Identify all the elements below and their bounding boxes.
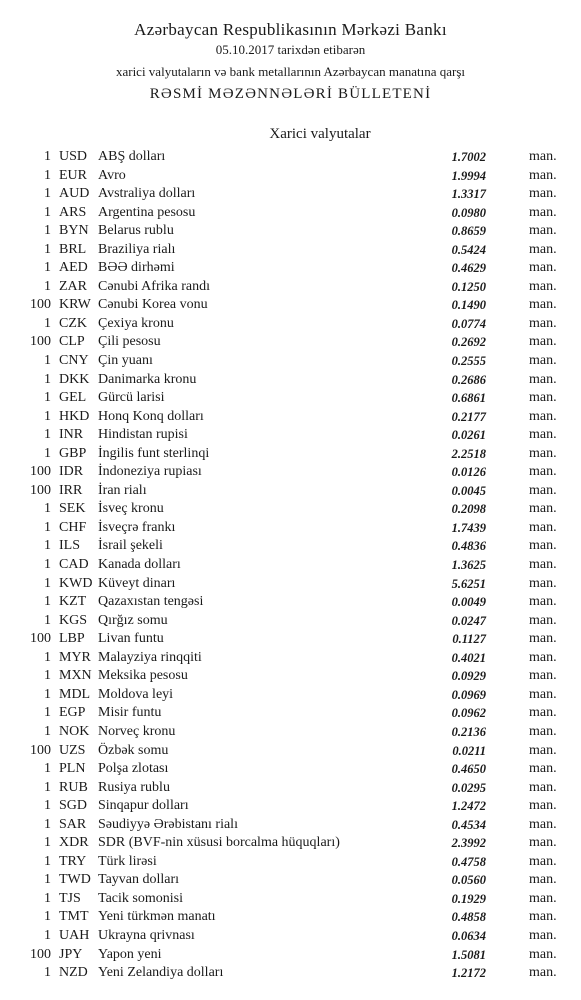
currency-row xyxy=(0,426,581,445)
currency-name: Yeni türkmən manatı xyxy=(98,909,216,925)
currency-quantity: 1 xyxy=(44,668,51,684)
exchange-rate: 0.0774 xyxy=(451,316,486,331)
currency-row xyxy=(0,222,581,241)
currency-rate-list xyxy=(0,148,581,983)
rate-unit: man. xyxy=(529,705,557,721)
currency-code: ILS xyxy=(59,538,80,554)
currency-name: İran rialı xyxy=(98,482,147,498)
currency-row xyxy=(0,742,581,761)
currency-quantity: 1 xyxy=(44,186,51,202)
currency-name: Kanada dolları xyxy=(98,557,181,573)
currency-name: SDR (BVF-nin xüsusi borcalma hüquqları) xyxy=(98,835,340,851)
exchange-rate: 0.6861 xyxy=(451,391,486,406)
currency-row xyxy=(0,389,581,408)
currency-name: Tayvan dolları xyxy=(98,872,180,888)
currency-row xyxy=(0,927,581,946)
currency-name: BƏƏ dirhəmi xyxy=(98,260,175,276)
exchange-rate: 0.2136 xyxy=(451,724,486,739)
rate-unit: man. xyxy=(529,575,557,591)
currency-name: Braziliya rialı xyxy=(98,241,176,257)
currency-name: İndoneziya rupiası xyxy=(98,464,202,480)
currency-name: Özbək somu xyxy=(98,742,169,758)
currency-quantity: 1 xyxy=(44,223,51,239)
rate-unit: man. xyxy=(529,965,557,981)
currency-name: İsrail şekeli xyxy=(98,538,163,554)
exchange-rate: 0.2555 xyxy=(451,354,486,369)
rate-unit: man. xyxy=(529,798,557,814)
rate-unit: man. xyxy=(529,149,557,164)
currency-quantity: 1 xyxy=(44,390,51,406)
currency-quantity: 1 xyxy=(44,965,51,981)
currency-name: Argentina pesosu xyxy=(98,204,196,220)
currency-quantity: 100 xyxy=(30,742,51,758)
currency-name: Norveç kronu xyxy=(98,723,176,739)
exchange-rate: 1.7439 xyxy=(451,520,486,535)
rate-unit: man. xyxy=(529,835,557,851)
currency-code: TRY xyxy=(59,853,87,869)
rate-unit: man. xyxy=(529,927,557,943)
currency-row xyxy=(0,482,581,501)
currency-quantity: 1 xyxy=(44,315,51,331)
currency-quantity: 1 xyxy=(44,519,51,535)
rate-unit: man. xyxy=(529,909,557,925)
currency-quantity: 1 xyxy=(44,501,51,517)
currency-code: EUR xyxy=(59,167,87,183)
currency-code: MDL xyxy=(59,686,91,702)
currency-quantity: 1 xyxy=(44,853,51,869)
currency-code: BRL xyxy=(59,241,87,257)
exchange-rate: 0.8659 xyxy=(451,224,486,239)
rate-unit: man. xyxy=(529,612,557,628)
currency-quantity: 1 xyxy=(44,427,51,443)
currency-quantity: 1 xyxy=(44,445,51,461)
exchange-rate: 0.2686 xyxy=(451,372,486,387)
currency-quantity: 1 xyxy=(44,575,51,591)
currency-code: KGS xyxy=(59,612,88,628)
exchange-rate: 0.4534 xyxy=(451,817,486,832)
rate-unit: man. xyxy=(529,723,557,739)
currency-code: SEK xyxy=(59,501,86,517)
currency-quantity: 1 xyxy=(44,649,51,665)
currency-code: PLN xyxy=(59,761,86,777)
rate-unit: man. xyxy=(529,519,557,535)
currency-name: Avro xyxy=(98,167,126,183)
rate-unit: man. xyxy=(529,186,557,202)
currency-row xyxy=(0,241,581,260)
rate-unit: man. xyxy=(529,853,557,869)
currency-name: Türk lirəsi xyxy=(98,853,157,869)
currency-code: USD xyxy=(59,149,88,164)
rate-unit: man. xyxy=(529,890,557,906)
currency-quantity: 1 xyxy=(44,872,51,888)
exchange-rate: 1.5081 xyxy=(451,947,486,962)
exchange-rate: 0.0295 xyxy=(451,780,486,795)
exchange-rate: 0.4021 xyxy=(451,650,486,665)
currency-code: TMT xyxy=(59,909,89,925)
exchange-rate: 0.4858 xyxy=(451,910,486,925)
exchange-rate: 0.0211 xyxy=(452,743,486,758)
exchange-rate: 0.0049 xyxy=(451,595,486,610)
currency-code: RUB xyxy=(59,779,88,795)
currency-code: CNY xyxy=(59,353,89,369)
currency-row xyxy=(0,964,581,983)
rate-unit: man. xyxy=(529,686,557,702)
currency-code: MYR xyxy=(59,649,91,665)
currency-quantity: 1 xyxy=(44,167,51,183)
rate-unit: man. xyxy=(529,334,557,350)
currency-row xyxy=(0,723,581,742)
currency-code: IDR xyxy=(59,464,84,480)
exchange-rate: 0.0126 xyxy=(451,465,486,480)
currency-row xyxy=(0,816,581,835)
section-title: Xarici valyutalar xyxy=(269,126,371,142)
currency-row xyxy=(0,296,581,315)
currency-name: Sinqapur dolları xyxy=(98,798,189,814)
currency-row xyxy=(0,148,581,167)
currency-row xyxy=(0,185,581,204)
currency-quantity: 1 xyxy=(44,149,51,164)
currency-name: İngilis funt sterlinqi xyxy=(98,445,210,461)
currency-quantity: 1 xyxy=(44,798,51,814)
currency-name: İsveç kronu xyxy=(98,501,164,517)
currency-code: KWD xyxy=(59,575,93,591)
currency-name: İsveçrə frankı xyxy=(98,519,176,535)
currency-name: Cənubi Afrika randı xyxy=(98,278,210,294)
currency-code: SAR xyxy=(59,816,87,832)
exchange-rate: 2.2518 xyxy=(451,446,486,461)
currency-name: Çin yuanı xyxy=(98,353,153,369)
currency-code: TWD xyxy=(59,872,91,888)
currency-name: Belarus rublu xyxy=(98,223,174,239)
currency-name: Yapon yeni xyxy=(98,946,162,962)
currency-row xyxy=(0,853,581,872)
currency-row xyxy=(0,167,581,186)
exchange-rate: 1.9994 xyxy=(451,168,486,183)
exchange-rate: 2.3992 xyxy=(451,836,486,851)
currency-quantity: 1 xyxy=(44,723,51,739)
currency-code: HKD xyxy=(59,408,90,424)
currency-quantity: 100 xyxy=(30,482,51,498)
currency-quantity: 1 xyxy=(44,686,51,702)
currency-code: UAH xyxy=(59,927,90,943)
currency-row xyxy=(0,463,581,482)
exchange-rate: 0.2692 xyxy=(451,335,486,350)
currency-name: Səudiyyə Ərəbistanı rialı xyxy=(98,816,238,832)
exchange-rate: 0.1929 xyxy=(451,891,486,906)
currency-row xyxy=(0,259,581,278)
currency-row xyxy=(0,315,581,334)
rate-unit: man. xyxy=(529,816,557,832)
currency-name: Misir funtu xyxy=(98,705,162,721)
rate-unit: man. xyxy=(529,631,557,647)
exchange-rate: 1.3317 xyxy=(451,187,486,202)
currency-name: Livan funtu xyxy=(98,631,164,647)
rate-unit: man. xyxy=(529,353,557,369)
currency-code: AUD xyxy=(59,186,90,202)
currency-row xyxy=(0,278,581,297)
rate-unit: man. xyxy=(529,241,557,257)
currency-name: Yeni Zelandiya dolları xyxy=(98,965,224,981)
exchange-rate: 0.2098 xyxy=(451,502,486,517)
currency-name: Honq Konq dolları xyxy=(98,408,204,424)
exchange-rate: 0.1490 xyxy=(451,298,486,313)
currency-row xyxy=(0,797,581,816)
currency-code: GBP xyxy=(59,445,87,461)
currency-row xyxy=(0,630,581,649)
currency-code: UZS xyxy=(59,742,86,758)
currency-row xyxy=(0,946,581,965)
currency-name: Meksika pesosu xyxy=(98,668,188,684)
currency-quantity: 1 xyxy=(44,779,51,795)
currency-quantity: 1 xyxy=(44,278,51,294)
currency-quantity: 100 xyxy=(30,334,51,350)
currency-row xyxy=(0,704,581,723)
rate-unit: man. xyxy=(529,371,557,387)
currency-code: DKK xyxy=(59,371,90,387)
currency-quantity: 1 xyxy=(44,705,51,721)
currency-row xyxy=(0,871,581,890)
currency-code: CHF xyxy=(59,519,87,535)
exchange-rate: 0.0045 xyxy=(451,483,486,498)
rate-unit: man. xyxy=(529,761,557,777)
exchange-rate: 0.0969 xyxy=(451,687,486,702)
currency-row xyxy=(0,371,581,390)
exchange-rate: 1.2472 xyxy=(451,799,486,814)
currency-row xyxy=(0,352,581,371)
currency-name: Ukrayna qrivnası xyxy=(98,927,195,943)
currency-code: CAD xyxy=(59,557,89,573)
currency-name: Küveyt dinarı xyxy=(98,575,176,591)
rate-unit: man. xyxy=(529,779,557,795)
rate-unit: man. xyxy=(529,464,557,480)
currency-row xyxy=(0,760,581,779)
currency-row xyxy=(0,445,581,464)
exchange-rate: 0.1250 xyxy=(451,279,486,294)
currency-quantity: 1 xyxy=(44,612,51,628)
currency-code: NZD xyxy=(59,965,88,981)
currency-quantity: 100 xyxy=(30,464,51,480)
currency-code: TJS xyxy=(59,890,81,906)
rate-unit: man. xyxy=(529,427,557,443)
currency-quantity: 100 xyxy=(30,946,51,962)
rate-unit: man. xyxy=(529,594,557,610)
currency-row xyxy=(0,519,581,538)
currency-code: BYN xyxy=(59,223,89,239)
rate-unit: man. xyxy=(529,872,557,888)
rate-unit: man. xyxy=(529,445,557,461)
currency-quantity: 1 xyxy=(44,835,51,851)
currency-name: Tacik somonisi xyxy=(98,890,183,906)
exchange-rate: 0.0261 xyxy=(451,428,486,443)
exchange-rate: 0.0929 xyxy=(451,669,486,684)
currency-quantity: 1 xyxy=(44,260,51,276)
currency-row xyxy=(0,593,581,612)
currency-row xyxy=(0,686,581,705)
bank-name: Azərbaycan Respublikasının Mərkəzi Bankı xyxy=(134,20,447,39)
effective-date: 05.10.2017 tarixdən etibarən xyxy=(215,42,366,57)
currency-name: Qazaxıstan tengəsi xyxy=(98,594,204,610)
currency-code: LBP xyxy=(59,631,85,647)
currency-quantity: 1 xyxy=(44,204,51,220)
exchange-rate: 0.2177 xyxy=(451,409,486,424)
currency-name: Cənubi Korea vonu xyxy=(98,297,208,313)
currency-quantity: 1 xyxy=(44,927,51,943)
currency-name: Moldova leyi xyxy=(98,686,174,702)
rate-unit: man. xyxy=(529,742,557,758)
currency-quantity: 100 xyxy=(30,297,51,313)
currency-row xyxy=(0,556,581,575)
currency-name: ABŞ dolları xyxy=(98,149,166,164)
currency-code: IRR xyxy=(59,482,83,498)
currency-name: Rusiya rublu xyxy=(98,779,170,795)
currency-code: XDR xyxy=(59,835,89,851)
rate-unit: man. xyxy=(529,649,557,665)
currency-quantity: 1 xyxy=(44,353,51,369)
currency-name: Malayziya rinqqiti xyxy=(98,649,202,665)
currency-code: INR xyxy=(59,427,84,443)
currency-code: JPY xyxy=(59,946,83,962)
currency-row xyxy=(0,667,581,686)
currency-name: Gürcü larisi xyxy=(98,390,165,406)
currency-row xyxy=(0,500,581,519)
rate-unit: man. xyxy=(529,315,557,331)
currency-name: Polşa zlotası xyxy=(98,761,169,777)
currency-name: Qırğız somu xyxy=(98,612,168,628)
exchange-rate: 1.3625 xyxy=(451,558,486,573)
currency-code: KZT xyxy=(59,594,87,610)
rate-unit: man. xyxy=(529,204,557,220)
rate-unit: man. xyxy=(529,557,557,573)
currency-row xyxy=(0,612,581,631)
currency-quantity: 1 xyxy=(44,241,51,257)
rate-unit: man. xyxy=(529,297,557,313)
exchange-rate: 0.5424 xyxy=(451,242,486,257)
currency-quantity: 1 xyxy=(44,538,51,554)
rate-unit: man. xyxy=(529,260,557,276)
currency-code: NOK xyxy=(59,723,90,739)
currency-name: Avstraliya dolları xyxy=(98,186,196,202)
currency-row xyxy=(0,908,581,927)
exchange-rate: 0.4629 xyxy=(451,261,486,276)
exchange-rate: 1.2172 xyxy=(451,966,486,981)
exchange-rate: 0.4650 xyxy=(451,762,486,777)
currency-code: KRW xyxy=(59,297,91,313)
currency-code: CZK xyxy=(59,315,87,331)
rate-unit: man. xyxy=(529,538,557,554)
rate-unit: man. xyxy=(529,482,557,498)
currency-row xyxy=(0,204,581,223)
exchange-rate: 1.7002 xyxy=(451,150,486,164)
currency-row xyxy=(0,890,581,909)
currency-row xyxy=(0,834,581,853)
rate-unit: man. xyxy=(529,668,557,684)
exchange-rate: 0.0980 xyxy=(451,205,486,220)
currency-quantity: 1 xyxy=(44,816,51,832)
exchange-rate: 0.1127 xyxy=(452,632,486,647)
currency-code: CLP xyxy=(59,334,85,350)
rate-unit: man. xyxy=(529,946,557,962)
rate-unit: man. xyxy=(529,278,557,294)
bulletin-title: RƏSMİ MƏZƏNNƏLƏRİ BÜLLETENİ xyxy=(149,86,432,102)
currency-row xyxy=(0,333,581,352)
bulletin-subtitle: xarici valyutaların və bank metallarının Azərbaycan manatına qarşı xyxy=(115,64,466,79)
exchange-rate: 0.4836 xyxy=(451,539,486,554)
currency-quantity: 1 xyxy=(44,557,51,573)
exchange-rate: 5.6251 xyxy=(451,576,486,591)
currency-quantity: 100 xyxy=(30,631,51,647)
currency-row xyxy=(0,537,581,556)
currency-name: Çexiya kronu xyxy=(98,315,174,331)
currency-row xyxy=(0,779,581,798)
exchange-rate: 0.0247 xyxy=(451,613,486,628)
currency-quantity: 1 xyxy=(44,761,51,777)
currency-code: ZAR xyxy=(59,278,87,294)
currency-name: Hindistan rupisi xyxy=(98,427,188,443)
currency-code: AED xyxy=(59,260,88,276)
rate-unit: man. xyxy=(529,408,557,424)
exchange-rate: 0.4758 xyxy=(451,854,486,869)
currency-code: SGD xyxy=(59,798,88,814)
exchange-rate: 0.0962 xyxy=(451,706,486,721)
currency-quantity: 1 xyxy=(44,408,51,424)
currency-row xyxy=(0,649,581,668)
exchange-rate: 0.0560 xyxy=(451,873,486,888)
exchange-rate: 0.0634 xyxy=(451,928,486,943)
currency-row xyxy=(0,575,581,594)
currency-name: Danimarka kronu xyxy=(98,371,197,387)
rate-unit: man. xyxy=(529,223,557,239)
currency-quantity: 1 xyxy=(44,371,51,387)
currency-code: GEL xyxy=(59,390,87,406)
currency-code: ARS xyxy=(59,204,87,220)
currency-code: EGP xyxy=(59,705,86,721)
currency-code: MXN xyxy=(59,668,92,684)
currency-quantity: 1 xyxy=(44,909,51,925)
currency-name: Çili pesosu xyxy=(98,334,161,350)
currency-quantity: 1 xyxy=(44,594,51,610)
currency-row xyxy=(0,408,581,427)
rate-unit: man. xyxy=(529,501,557,517)
currency-quantity: 1 xyxy=(44,890,51,906)
rate-unit: man. xyxy=(529,390,557,406)
rate-unit: man. xyxy=(529,167,557,183)
